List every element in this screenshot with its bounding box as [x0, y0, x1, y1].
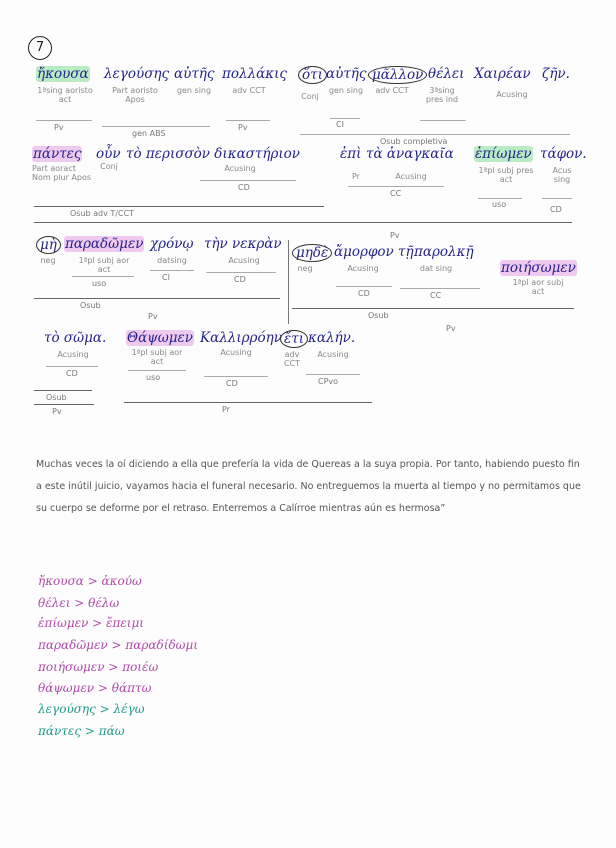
gloss: dat sing	[419, 264, 453, 273]
syntax-label: Pv	[52, 407, 62, 416]
bracket-line	[330, 118, 360, 119]
greek-word: μὴ	[36, 236, 61, 254]
bracket-line	[204, 376, 268, 377]
greek-word: λεγούσης	[104, 66, 170, 82]
greek-word: πολλάκις	[222, 66, 287, 82]
greek-word: ἄμορφον	[334, 244, 394, 260]
derivation-item: θάψωμεν > θάπτω	[38, 681, 152, 695]
gloss: 1ªpl aor subj act	[512, 278, 564, 296]
gloss: Acusing	[224, 164, 256, 173]
gloss: Part aoristo Apos	[112, 86, 158, 104]
gloss: neg	[297, 264, 313, 273]
greek-word: οὖν	[96, 146, 121, 162]
bracket-line	[150, 270, 194, 271]
bracket-line	[400, 288, 480, 289]
bracket-line	[124, 402, 372, 403]
gloss: Conj	[301, 92, 319, 101]
gloss: Acusing	[317, 350, 349, 359]
derivation-item: πάντες > πάω	[38, 724, 125, 738]
bracket-line	[34, 206, 324, 207]
bracket-line	[102, 126, 210, 127]
bracket-line	[36, 120, 92, 121]
syntax-label: uso	[146, 373, 161, 382]
gloss: Acusing	[347, 264, 379, 273]
syntax-label: CI	[162, 273, 170, 282]
syntax-label: Osub	[80, 301, 101, 310]
bracket-line	[542, 198, 572, 199]
syntax-label: CC	[430, 291, 442, 300]
gloss: Acusing	[57, 350, 89, 359]
greek-word: ποιήσωμεν	[501, 260, 576, 276]
gloss: 1ªpl subj aor act	[131, 348, 183, 366]
gloss: datsing	[157, 256, 187, 265]
bracket-line	[348, 186, 444, 187]
greek-word: μηδὲ	[292, 244, 332, 262]
bracket-line	[306, 374, 360, 375]
bracket-line	[46, 366, 98, 367]
greek-word: αὐτῆς	[326, 66, 367, 82]
greek-word: ἐπὶ	[340, 146, 362, 162]
greek-word: παρολκῇ	[414, 244, 474, 260]
greek-word: Καλλιρρόην	[200, 330, 282, 346]
greek-word: μᾶλλον	[368, 66, 427, 84]
gloss: 1ªsing aoristo act	[37, 86, 93, 104]
syntax-label: CD	[234, 275, 246, 284]
syntax-label: Osub	[368, 311, 389, 320]
gloss: adv CCT	[375, 86, 409, 95]
gloss: Part aoract Nom plur Apos	[32, 164, 92, 182]
gloss: Acus sing	[552, 166, 572, 184]
greek-word: Θάψωμεν	[127, 330, 194, 346]
syntax-label: CPvo	[318, 377, 339, 386]
greek-word: παραδῶμεν	[65, 236, 144, 252]
greek-word: τῇ	[398, 244, 414, 260]
bracket-line	[478, 198, 522, 199]
gloss: Acusing	[220, 348, 252, 357]
syntax-label: Osub	[46, 393, 67, 402]
clause-divider	[288, 240, 289, 324]
gloss: adv CCT	[232, 86, 266, 95]
gloss: gen sing	[328, 86, 364, 95]
greek-word: ζῆν.	[542, 66, 570, 82]
derivation-item: παραδῶμεν > παραδίδωμι	[38, 638, 198, 652]
syntax-label: CI	[336, 120, 344, 129]
bracket-line	[128, 370, 186, 371]
syntax-label: Pv	[446, 324, 456, 333]
gloss: neg	[40, 256, 56, 265]
gloss: adv CCT	[283, 350, 301, 368]
bracket-line	[72, 276, 134, 277]
syntax-label: CD	[550, 205, 562, 214]
gloss: 3ªsing pres ind	[425, 86, 459, 104]
bracket-line	[34, 298, 280, 299]
derivation-item: ἐπίωμεν > ἔπειμι	[38, 616, 145, 630]
bracket-line	[292, 308, 574, 309]
syntax-label: Osub adv T/CCT	[70, 209, 135, 218]
bracket-line	[34, 390, 92, 391]
syntax-label: Pv	[390, 231, 400, 240]
translation-text: Muchas veces la oí diciendo a ella que prefería la vida de Quereas a la suya propia. Por tanto, habiendo puesto fin a este inútil juicio, vayamos hacia el funeral necesario. No entreguemos la muerta al tiempo y no permitamos que su cuerpo se deforme por el retraso. Enterremos a Calírroe mientras aún es hermosa”	[36, 459, 581, 514]
syntax-label: Pv	[54, 123, 64, 132]
syntax-label: CC	[390, 189, 402, 198]
bracket-line	[34, 404, 94, 405]
greek-word: ἔτι	[280, 330, 308, 348]
page-number: 7	[28, 36, 52, 60]
syntax-label: uso	[492, 200, 507, 209]
syntax-label: Pv	[238, 123, 248, 132]
derivation-item: λεγούσης > λέγω	[38, 702, 145, 716]
bracket-line	[420, 120, 466, 121]
bracket-line	[226, 120, 270, 121]
bracket-line	[206, 272, 276, 273]
greek-word: τὸ περισσὸν δικαστήριον	[126, 146, 301, 162]
syntax-label: uso	[92, 279, 107, 288]
derivation-item: θέλει > θέλω	[38, 596, 120, 610]
bracket-line	[34, 222, 572, 223]
greek-word: τὴν νεκρὰν	[204, 236, 282, 252]
greek-word: πάντες	[33, 146, 82, 162]
syntax-label: gen ABS	[132, 129, 166, 138]
bracket-line	[336, 286, 392, 287]
gloss: 1ªpl subj aor act	[78, 256, 130, 274]
bracket-line	[200, 180, 296, 181]
syntax-label: Pr	[222, 405, 230, 414]
gloss: 1ªpl subj pres act	[478, 166, 534, 184]
greek-word: χρόνῳ	[150, 236, 194, 252]
gloss: Acusing	[395, 172, 427, 181]
greek-word: θέλει	[428, 66, 465, 82]
gloss: gen sing	[176, 86, 212, 95]
derivation-item: ἤκουσα > ἀκούω	[38, 574, 142, 588]
gloss: Acusing	[496, 90, 528, 99]
syntax-label: CD	[358, 289, 370, 298]
gloss: Pr	[352, 172, 360, 181]
greek-word: ὅτι	[298, 66, 327, 84]
bracket-line	[300, 134, 570, 135]
syntax-label: CD	[226, 379, 238, 388]
syntax-label: CD	[66, 369, 78, 378]
greek-word: ἤκουσα	[37, 66, 89, 82]
gloss: Conj	[100, 162, 118, 171]
syntax-label: Pv	[148, 312, 158, 321]
syntax-label: CD	[238, 183, 250, 192]
greek-word: αὐτῆς	[174, 66, 215, 82]
gloss: Acusing	[228, 256, 260, 265]
greek-word: τὰ ἀναγκαῖα	[366, 146, 454, 162]
greek-word: τὸ σῶμα.	[44, 330, 107, 346]
greek-word: καλήν.	[308, 330, 356, 346]
derivation-item: ποιήσωμεν > ποιέω	[38, 660, 159, 674]
syntax-label: Osub completiva	[380, 137, 448, 146]
greek-word: Χαιρέαν	[474, 66, 531, 82]
greek-word: τάφον.	[540, 146, 587, 162]
greek-word: ἐπίωμεν	[475, 146, 532, 162]
